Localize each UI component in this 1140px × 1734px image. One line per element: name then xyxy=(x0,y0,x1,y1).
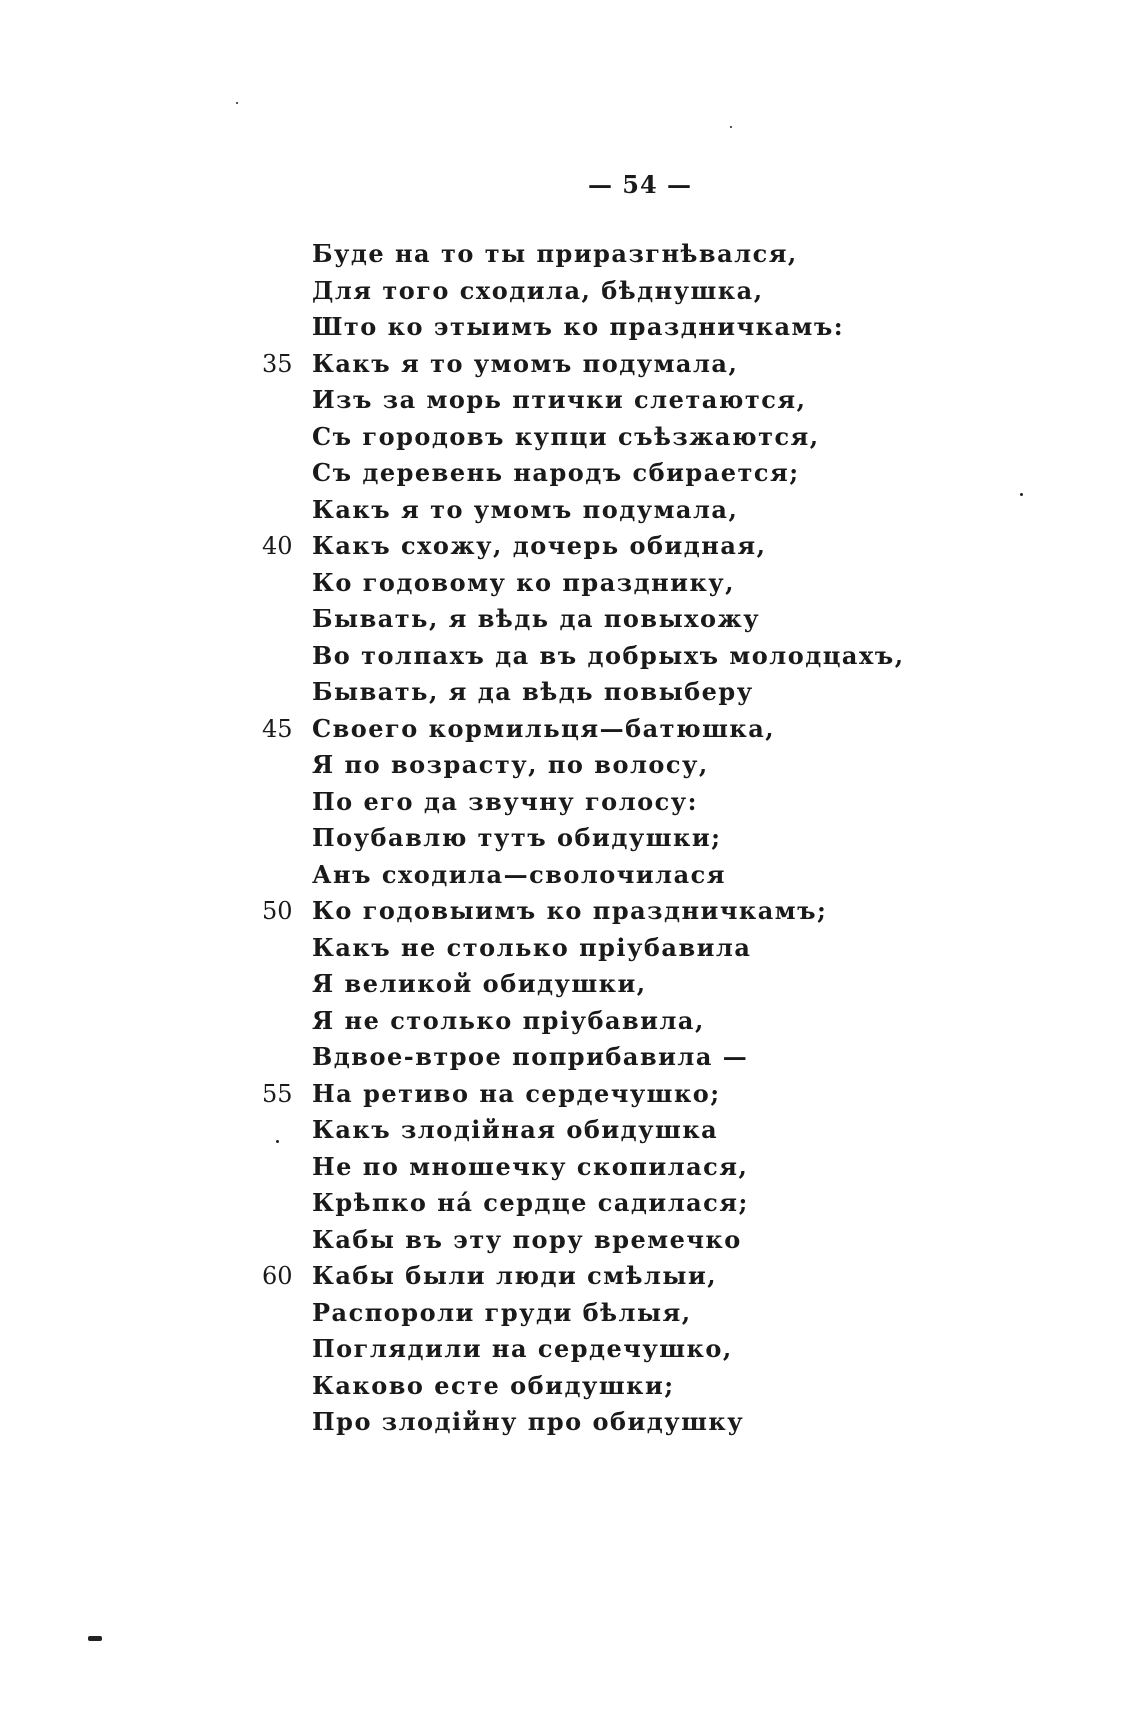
verse-line xyxy=(262,1258,862,1295)
verse-line xyxy=(262,1295,862,1332)
verse-line xyxy=(262,893,862,930)
scan-speck xyxy=(88,1636,102,1641)
line-text: Съ городовъ купци съѣзжаются, xyxy=(312,421,820,451)
verse-line xyxy=(262,747,862,784)
line-text: Бывать, я да вѣдь повыберу xyxy=(312,677,754,706)
scan-speck xyxy=(276,1140,279,1143)
line-text: Какъ злодійная обидушка xyxy=(312,1115,719,1144)
verse-line xyxy=(262,1003,862,1040)
line-text: Ко годовому ко празднику, xyxy=(312,567,735,597)
poem-verses xyxy=(262,236,905,1441)
line-text: Што ко этыимъ ко праздничкамъ: xyxy=(312,312,845,341)
line-text: Распороли груди бѣлыя, xyxy=(312,1297,692,1327)
scan-speck xyxy=(236,102,238,104)
verse-line xyxy=(262,638,905,675)
verse-line xyxy=(262,346,862,383)
line-text: Не по мношечку скопилася, xyxy=(312,1151,749,1181)
line-text: Вдвое-втрое поприбавила — xyxy=(312,1042,749,1071)
line-number: 60 xyxy=(262,1262,293,1290)
verse-line xyxy=(262,1185,862,1222)
line-text: Я не столько пріубавила, xyxy=(312,1005,705,1035)
verse-line xyxy=(262,565,862,602)
page-number: — 54 — xyxy=(587,170,693,199)
line-number: 45 xyxy=(262,714,293,743)
line-number: 40 xyxy=(262,532,293,560)
scan-speck xyxy=(1020,493,1023,496)
line-text: Я великой обидушки, xyxy=(312,969,647,998)
verse-line xyxy=(262,1331,862,1368)
line-text: Анъ сходила—сволочилася xyxy=(312,859,726,889)
line-text: Своего кормильця—батюшка, xyxy=(312,713,776,743)
verse-line xyxy=(262,1368,862,1405)
line-text: Какъ схожу, дочерь обидная, xyxy=(312,531,767,560)
line-text: Я по возрасту, по волосу, xyxy=(312,750,709,779)
line-text: Съ деревень народъ сбирается; xyxy=(312,458,800,487)
verse-line xyxy=(262,455,862,492)
scan-speck xyxy=(730,126,732,128)
line-text: Во толпахъ да въ добрыхъ молодцахъ, xyxy=(312,640,905,670)
line-text: Какъ я то умомъ подумала, xyxy=(312,348,739,378)
verse-line xyxy=(262,1149,862,1186)
verse-line xyxy=(262,930,862,967)
line-text: Какъ не столько пріубавила xyxy=(312,932,752,962)
line-text: Ко годовыимъ ко праздничкамъ; xyxy=(312,896,828,925)
verse-line xyxy=(262,601,862,638)
line-text: Кабы были люди смѣлыи, xyxy=(312,1261,718,1290)
verse-line xyxy=(262,492,862,529)
verse-line xyxy=(262,1404,862,1441)
line-text: Поубавлю тутъ обидушки; xyxy=(312,823,722,852)
verse-line xyxy=(262,1076,862,1113)
line-text: Кабы въ эту пору времечко xyxy=(312,1224,742,1254)
verse-line xyxy=(262,1112,862,1149)
line-text: Буде на то ты приразгнѣвался, xyxy=(312,239,798,268)
line-text: Про злодійну про обидушку xyxy=(312,1407,745,1436)
line-text: Бывать, я вѣдь да повыхожу xyxy=(312,604,761,633)
verse-line xyxy=(262,966,862,1003)
line-number: 50 xyxy=(262,897,293,925)
verse-line xyxy=(262,1222,862,1259)
line-text: Для того сходила, бѣднушка, xyxy=(312,275,764,305)
verse-line xyxy=(262,273,862,310)
line-text: Изъ за морь птички слетаются, xyxy=(312,385,807,414)
verse-line xyxy=(262,309,862,346)
verse-line xyxy=(262,1039,862,1076)
line-text: На ретиво на сердечушко; xyxy=(312,1078,721,1108)
verse-line xyxy=(262,857,862,894)
line-text: Крѣпко на́ сердце садилася; xyxy=(312,1188,749,1217)
verse-line xyxy=(262,674,862,711)
verse-line xyxy=(262,820,862,857)
verse-line xyxy=(262,528,862,565)
verse-line xyxy=(262,784,862,821)
line-text: По его да звучну голосу: xyxy=(312,786,698,816)
verse-line xyxy=(262,236,862,273)
verse-line xyxy=(262,419,862,456)
line-text: Каково есте обидушки; xyxy=(312,1370,675,1400)
line-text: Поглядили на сердечушко, xyxy=(312,1334,733,1363)
verse-line xyxy=(262,711,862,748)
line-number: 35 xyxy=(262,349,293,378)
line-text: Какъ я то умомъ подумала, xyxy=(312,494,739,524)
line-number: 55 xyxy=(262,1079,293,1108)
verse-line xyxy=(262,382,862,419)
